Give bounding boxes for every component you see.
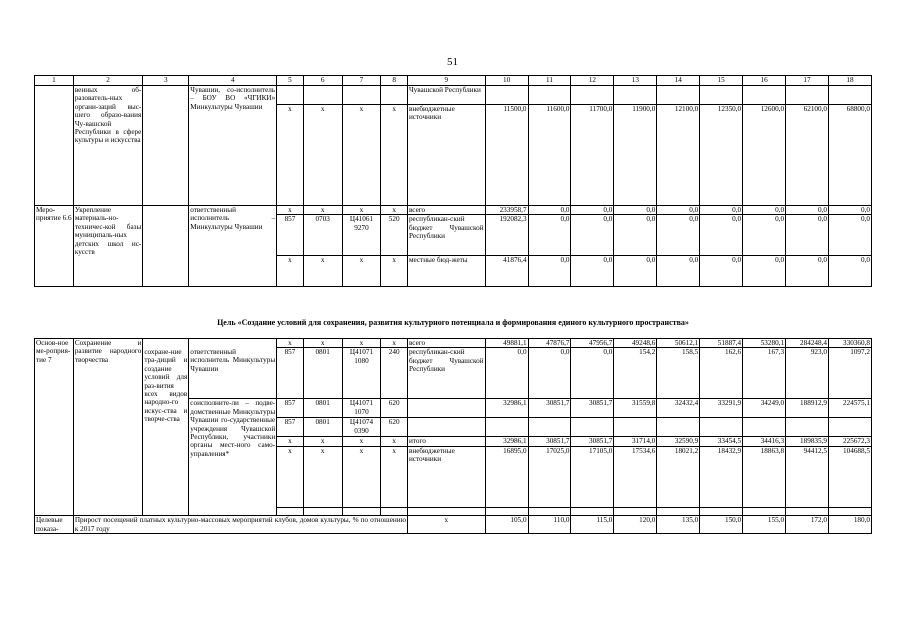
value-cell: 0,0 xyxy=(700,206,743,215)
main-event-name: Сохранение и развитие народного творчества xyxy=(73,339,142,516)
value-cell: 49248,6 xyxy=(614,339,657,348)
value-cell: 330360,8 xyxy=(828,339,871,348)
code-cell: 0801 xyxy=(303,399,342,418)
executor: ответственный исполнитель Минкультуры Чувашии xyxy=(189,348,277,399)
value-cell: 105,0 xyxy=(485,516,528,534)
code-cell: х xyxy=(277,446,304,507)
budget-table-top xyxy=(34,75,872,287)
column-number: 9 xyxy=(407,76,485,86)
budget-table-bottom xyxy=(34,338,872,534)
value-cell: 62100,0 xyxy=(786,105,829,206)
value-cell: 0,0 xyxy=(528,256,571,287)
value-cell: 18432,9 xyxy=(700,446,743,507)
value-cell: 18021,2 xyxy=(657,446,700,507)
value-cell: 0,0 xyxy=(528,206,571,215)
value-cell: 0,0 xyxy=(614,215,657,256)
value-cell: 0,0 xyxy=(828,206,871,215)
value-cell: 0,0 xyxy=(657,256,700,287)
code-cell: Ц41071 1080 xyxy=(342,348,381,399)
value-cell xyxy=(528,418,571,437)
column-number: 12 xyxy=(571,76,614,86)
value-cell: 47956,7 xyxy=(571,339,614,348)
code-cell: х xyxy=(381,437,408,446)
value-cell: 0,0 xyxy=(743,256,786,287)
value-cell: 16895,0 xyxy=(485,446,528,507)
value-cell xyxy=(700,418,743,437)
code-cell: х xyxy=(303,105,342,206)
value-cell: 0,0 xyxy=(657,215,700,256)
table-row xyxy=(35,339,872,348)
value-cell: 30851,7 xyxy=(571,399,614,418)
code-cell: х xyxy=(381,256,408,287)
value-cell: 47876,7 xyxy=(528,339,571,348)
code-cell: х xyxy=(342,446,381,507)
indicator-text: Прирост посещений платных культурно-массовых мероприятий клубов, домов культуры, % по отношению к 2017 году xyxy=(74,516,406,533)
value-cell: 233958,7 xyxy=(485,206,528,215)
value-cell: 120,0 xyxy=(614,516,657,534)
code-cell: 620 xyxy=(381,418,408,437)
empty-cell xyxy=(342,507,381,516)
value-cell: 34416,3 xyxy=(743,437,786,446)
funding-source: итого xyxy=(407,437,485,446)
value-cell: 0,0 xyxy=(786,256,829,287)
table-row xyxy=(35,86,872,105)
value-cell: 192082,3 xyxy=(485,215,528,256)
code-cell: 620 xyxy=(381,399,408,418)
code-cell: х xyxy=(342,339,381,348)
value-cell: 172,0 xyxy=(786,516,829,534)
value-cell: 32986,1 xyxy=(485,437,528,446)
value-cell: 18863,8 xyxy=(743,446,786,507)
funding-source: всего xyxy=(407,206,485,215)
value-cell xyxy=(614,418,657,437)
value-cell: 34249,0 xyxy=(743,399,786,418)
executor: ответственный исполнитель – Минкультуры Чувашии xyxy=(189,206,277,287)
value-cell: 68800,0 xyxy=(828,105,871,206)
column-numbers-row xyxy=(35,76,872,86)
value-cell: 1097,2 xyxy=(828,348,871,399)
value-cell: 0,0 xyxy=(700,215,743,256)
value-cell: 154,2 xyxy=(614,348,657,399)
code-cell: х xyxy=(342,256,381,287)
col3-cell xyxy=(143,206,189,287)
code-cell: х xyxy=(342,437,381,446)
code-cell: х xyxy=(277,437,304,446)
executor: Чувашии, со-исполнитель – БОУ ВО «ЧГИКИ» Минкультуры Чувашии xyxy=(189,86,277,206)
main-event-label: Основ-ное ме-роприя-тие 7 xyxy=(35,339,74,516)
column-number: 5 xyxy=(277,76,304,86)
code-cell: х xyxy=(277,206,304,215)
code-cell: х xyxy=(381,105,408,206)
measure-name: Укрепление материаль-но-техничес-кой базы муниципаль-ных детских школ ис-кусств xyxy=(73,206,142,287)
column-number: 11 xyxy=(528,76,571,86)
value-cell: 0,0 xyxy=(571,348,614,399)
code-cell: х xyxy=(277,339,304,348)
value-cell: 0,0 xyxy=(743,215,786,256)
code-cell: 857 xyxy=(277,215,304,256)
empty-cell xyxy=(743,507,786,516)
value-cell: 41876,4 xyxy=(485,256,528,287)
code-cell: х xyxy=(303,437,342,446)
value-cell: 0,0 xyxy=(828,256,871,287)
value-cell: 923,0 xyxy=(786,348,829,399)
value-cell: 12350,0 xyxy=(700,105,743,206)
value-cell: 135,0 xyxy=(657,516,700,534)
column-number: 17 xyxy=(786,76,829,86)
empty-cell xyxy=(528,507,571,516)
column-number: 1 xyxy=(35,76,74,86)
funding-source xyxy=(407,418,485,437)
empty-cell xyxy=(381,507,408,516)
value-cell: 0,0 xyxy=(614,206,657,215)
value-cell: 0,0 xyxy=(528,215,571,256)
value-cell: 31559,8 xyxy=(614,399,657,418)
value-cell: 284248,4 xyxy=(786,339,829,348)
code-cell: х xyxy=(303,256,342,287)
indicator-mark: х xyxy=(407,516,485,534)
empty-cell xyxy=(303,507,342,516)
code-cell: х xyxy=(381,206,408,215)
col3-cell xyxy=(143,86,189,206)
value-cell: 30851,7 xyxy=(528,437,571,446)
funding-source: республикан-ский бюджет Чувашской Республики xyxy=(407,215,485,256)
value-cell: 53280,1 xyxy=(743,339,786,348)
value-cell: 17105,0 xyxy=(571,446,614,507)
code-cell: х xyxy=(342,105,381,206)
value-cell: 158,5 xyxy=(657,348,700,399)
value-cell: 12100,0 xyxy=(657,105,700,206)
code-cell: х xyxy=(303,446,342,507)
value-cell: 50612,1 xyxy=(657,339,700,348)
value-cell: 30851,7 xyxy=(528,399,571,418)
funding-source: внебюджетные источники xyxy=(407,105,485,206)
empty-cell xyxy=(485,507,528,516)
value-cell: 0,0 xyxy=(743,206,786,215)
column-number: 2 xyxy=(73,76,142,86)
value-cell: 11500,0 xyxy=(485,105,528,206)
value-cell: 0,0 xyxy=(571,206,614,215)
value-cell: 180,0 xyxy=(828,516,871,534)
code-cell: Ц41071 1070 xyxy=(342,399,381,418)
code-cell: 857 xyxy=(277,399,304,418)
column-number: 14 xyxy=(657,76,700,86)
value-cell xyxy=(828,418,871,437)
value-cell: 17534,6 xyxy=(614,446,657,507)
code-cell: х xyxy=(381,446,408,507)
value-cell: 0,0 xyxy=(786,206,829,215)
empty-cell xyxy=(571,507,614,516)
value-cell: 32590,9 xyxy=(657,437,700,446)
value-cell: 0,0 xyxy=(528,348,571,399)
column-number: 4 xyxy=(189,76,277,86)
value-cell: 49881,1 xyxy=(485,339,528,348)
value-cell: 150,0 xyxy=(700,516,743,534)
value-cell xyxy=(786,418,829,437)
funding-source: всего xyxy=(407,339,485,348)
value-cell: 33291,9 xyxy=(700,399,743,418)
code-cell: х xyxy=(277,105,304,206)
value-cell xyxy=(571,418,614,437)
value-cell: 17025,0 xyxy=(528,446,571,507)
code-cell: х xyxy=(303,339,342,348)
value-cell: 11900,0 xyxy=(614,105,657,206)
table-row xyxy=(35,206,872,215)
column-number: 7 xyxy=(342,76,381,86)
code-cell: х xyxy=(277,256,304,287)
value-cell: 225672,3 xyxy=(828,437,871,446)
value-cell: 0,0 xyxy=(614,256,657,287)
column-number: 18 xyxy=(828,76,871,86)
column-number: 13 xyxy=(614,76,657,86)
value-cell: 0,0 xyxy=(571,215,614,256)
goal-heading: Цель «Создание условий для сохранения, развития культурного потенциала и формирования единого культурного пространства» xyxy=(217,318,689,327)
measure-label: Меро-приятие 6.6 xyxy=(35,206,74,287)
funding-source: республикан-ский бюджет Чувашской Республики xyxy=(407,348,485,399)
value-cell: 0,0 xyxy=(657,206,700,215)
column-number: 3 xyxy=(143,76,189,86)
value-cell: 188912,9 xyxy=(786,399,829,418)
value-cell: 162,6 xyxy=(700,348,743,399)
value-cell: 155,0 xyxy=(743,516,786,534)
funding-source: Чувашской Республики xyxy=(407,86,485,105)
value-cell: 30851,7 xyxy=(571,437,614,446)
value-cell: 31714,0 xyxy=(614,437,657,446)
funding-source: внебюджетные источники xyxy=(407,446,485,507)
main-event-goal: сохране-ние тра-диций и создание условий для раз-вития всех видов народно-го искус-ства и творче-ства xyxy=(143,339,189,516)
column-number: 16 xyxy=(743,76,786,86)
value-cell: 189835,9 xyxy=(786,437,829,446)
value-cell: 32432,4 xyxy=(657,399,700,418)
column-number: 15 xyxy=(700,76,743,86)
code-cell: 0703 xyxy=(303,215,342,256)
code-cell: 857 xyxy=(277,348,304,399)
page-number: 51 xyxy=(447,56,458,68)
empty-cell xyxy=(828,507,871,516)
column-number: 10 xyxy=(485,76,528,86)
code-cell: х xyxy=(381,339,408,348)
code-cell: Ц41074 0390 xyxy=(342,418,381,437)
empty-cell xyxy=(407,507,485,516)
column-number: 8 xyxy=(381,76,408,86)
value-cell xyxy=(743,418,786,437)
co-executors: соисполните-ли – подве-домственные Минкультуры Чувашии го-сударственные учреждения Чувашской Республики, участники органы мест-ного само-управления* xyxy=(189,399,277,507)
value-cell: 12600,0 xyxy=(743,105,786,206)
value-cell: 104688,5 xyxy=(828,446,871,507)
code-cell: 240 xyxy=(381,348,408,399)
col1-cell xyxy=(35,86,74,206)
code-cell: х xyxy=(342,206,381,215)
institution-name: венных об-разователь-ных органи-заций выс-шего образо-вания Чу-вашской Республики в сфере культуры и искусства xyxy=(73,86,142,206)
code-cell: х xyxy=(303,206,342,215)
value-cell: 51887,4 xyxy=(700,339,743,348)
value-cell: 224575,1 xyxy=(828,399,871,418)
value-cell: 94412,5 xyxy=(786,446,829,507)
value-cell: 0,0 xyxy=(786,215,829,256)
empty-cell xyxy=(614,507,657,516)
value-cell xyxy=(657,418,700,437)
value-cell: 0,0 xyxy=(828,215,871,256)
code-cell: 857 xyxy=(277,418,304,437)
empty-cell xyxy=(657,507,700,516)
value-cell: 32986,1 xyxy=(485,399,528,418)
value-cell: 33454,5 xyxy=(700,437,743,446)
funding-source xyxy=(407,399,485,418)
value-cell: 110,0 xyxy=(528,516,571,534)
value-cell: 0,0 xyxy=(700,256,743,287)
empty-cell xyxy=(786,507,829,516)
value-cell: 11700,0 xyxy=(571,105,614,206)
value-cell: 115,0 xyxy=(571,516,614,534)
target-indicator-row xyxy=(35,516,872,534)
column-number: 6 xyxy=(303,76,342,86)
empty-cell xyxy=(277,507,304,516)
code-cell: 520 xyxy=(381,215,408,256)
code-cell: Ц41061 9270 xyxy=(342,215,381,256)
empty-cell xyxy=(700,507,743,516)
code-cell: 0801 xyxy=(303,418,342,437)
value-cell: 11600,0 xyxy=(528,105,571,206)
value-cell: 0,0 xyxy=(571,256,614,287)
value-cell: 0,0 xyxy=(485,348,528,399)
funding-source: местные бюд-жеты xyxy=(407,256,485,287)
value-cell xyxy=(485,418,528,437)
value-cell: 167,3 xyxy=(743,348,786,399)
indicator-label: Целевые показа- xyxy=(35,516,74,534)
code-cell: 0801 xyxy=(303,348,342,399)
